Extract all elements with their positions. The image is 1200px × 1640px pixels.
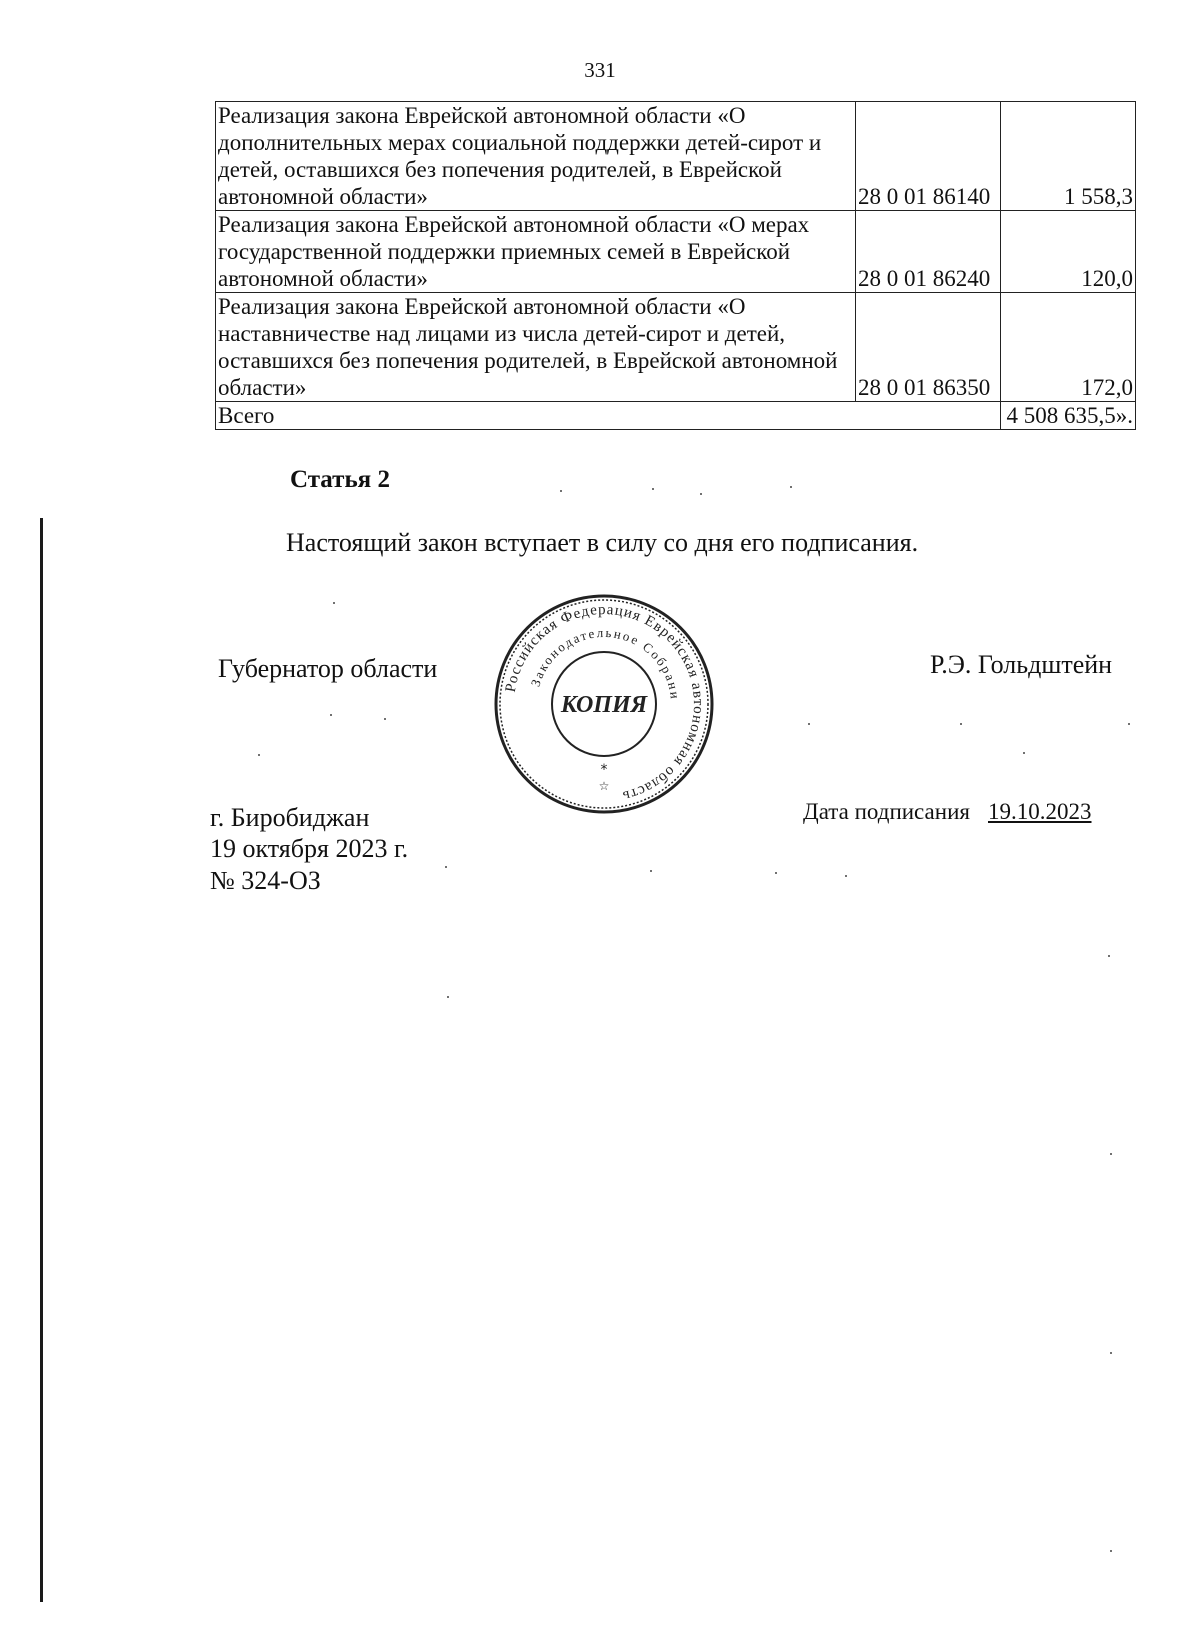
- row-description: Реализация закона Еврейской автономной области «О мерах государственной поддержки приемных семей в Еврейской автономной области»: [216, 211, 856, 293]
- sign-date-value: 19.10.2023: [988, 799, 1092, 824]
- table-row: [216, 102, 1136, 211]
- city: г. Биробиджан: [210, 803, 370, 832]
- signer-name: Р.Э. Гольдштейн: [930, 650, 1113, 679]
- scan-speck: [330, 714, 332, 716]
- scan-speck: [1110, 1153, 1112, 1155]
- official-stamp: [493, 593, 715, 815]
- scan-speck: [445, 866, 447, 868]
- row-code: 28 0 01 86240: [856, 211, 1001, 293]
- article-text: Настоящий закон вступает в силу со дня его подписания.: [286, 528, 919, 557]
- scan-speck: [650, 870, 652, 872]
- stamp-outer-text: Российская Федерация Еврейская автономная область: [502, 601, 707, 805]
- row-amount: 1 558,3: [1001, 102, 1136, 211]
- stamp-seal-icon: [493, 593, 715, 815]
- governor-label: Губернатор области: [218, 654, 438, 683]
- scan-speck: [808, 723, 810, 725]
- row-amount: 120,0: [1001, 211, 1136, 293]
- scan-speck: [1110, 1352, 1112, 1354]
- row-code: 28 0 01 86350: [856, 293, 1001, 402]
- row-description: Реализация закона Еврейской автономной области «О наставничестве над лицами из числа детей-сирот и детей, оставшихся без попечения родителей, в Еврейской автономной области»: [216, 293, 856, 402]
- svg-text:*: *: [600, 762, 608, 778]
- total-amount: 4 508 635,5».: [1001, 402, 1136, 430]
- scan-speck: [1108, 955, 1110, 957]
- scan-speck: [560, 490, 562, 492]
- page-number: 331: [584, 58, 616, 82]
- stamp-center-text: КОПИЯ: [560, 692, 648, 718]
- law-date: 19 октября 2023 г.: [210, 834, 409, 863]
- scan-speck: [258, 754, 260, 756]
- scan-speck: [845, 875, 847, 877]
- row-amount: 172,0: [1001, 293, 1136, 402]
- scan-speck: [447, 996, 449, 998]
- scan-speck: [1023, 752, 1025, 754]
- svg-text:☆: ☆: [598, 779, 610, 793]
- sign-date-label: Дата подписания: [803, 799, 970, 824]
- table-row: [216, 211, 1136, 293]
- scan-speck: [652, 488, 654, 490]
- scan-speck: [384, 718, 386, 720]
- budget-table: [215, 101, 1136, 430]
- stamp-inner-text: Законодательное Собрани: [527, 624, 684, 702]
- scan-speck: [1110, 1550, 1112, 1552]
- scan-speck: [775, 872, 777, 874]
- left-margin-bar: [40, 518, 43, 1602]
- scan-speck: [1128, 723, 1130, 725]
- total-label: Всего: [216, 402, 1001, 430]
- table-row: [216, 293, 1136, 402]
- article-title: Статья 2: [290, 466, 390, 493]
- scan-speck: [960, 723, 962, 725]
- row-description: Реализация закона Еврейской автономной области «О дополнительных мерах социальной поддержки детей-сирот и детей, оставшихся без попечения родителей, в Еврейской автономной области»: [216, 102, 856, 211]
- scan-speck: [333, 602, 335, 604]
- law-number: № 324-ОЗ: [210, 866, 321, 895]
- table-total-row: [216, 402, 1136, 430]
- scan-speck: [790, 486, 792, 488]
- row-code: 28 0 01 86140: [856, 102, 1001, 211]
- scan-speck: [700, 493, 702, 495]
